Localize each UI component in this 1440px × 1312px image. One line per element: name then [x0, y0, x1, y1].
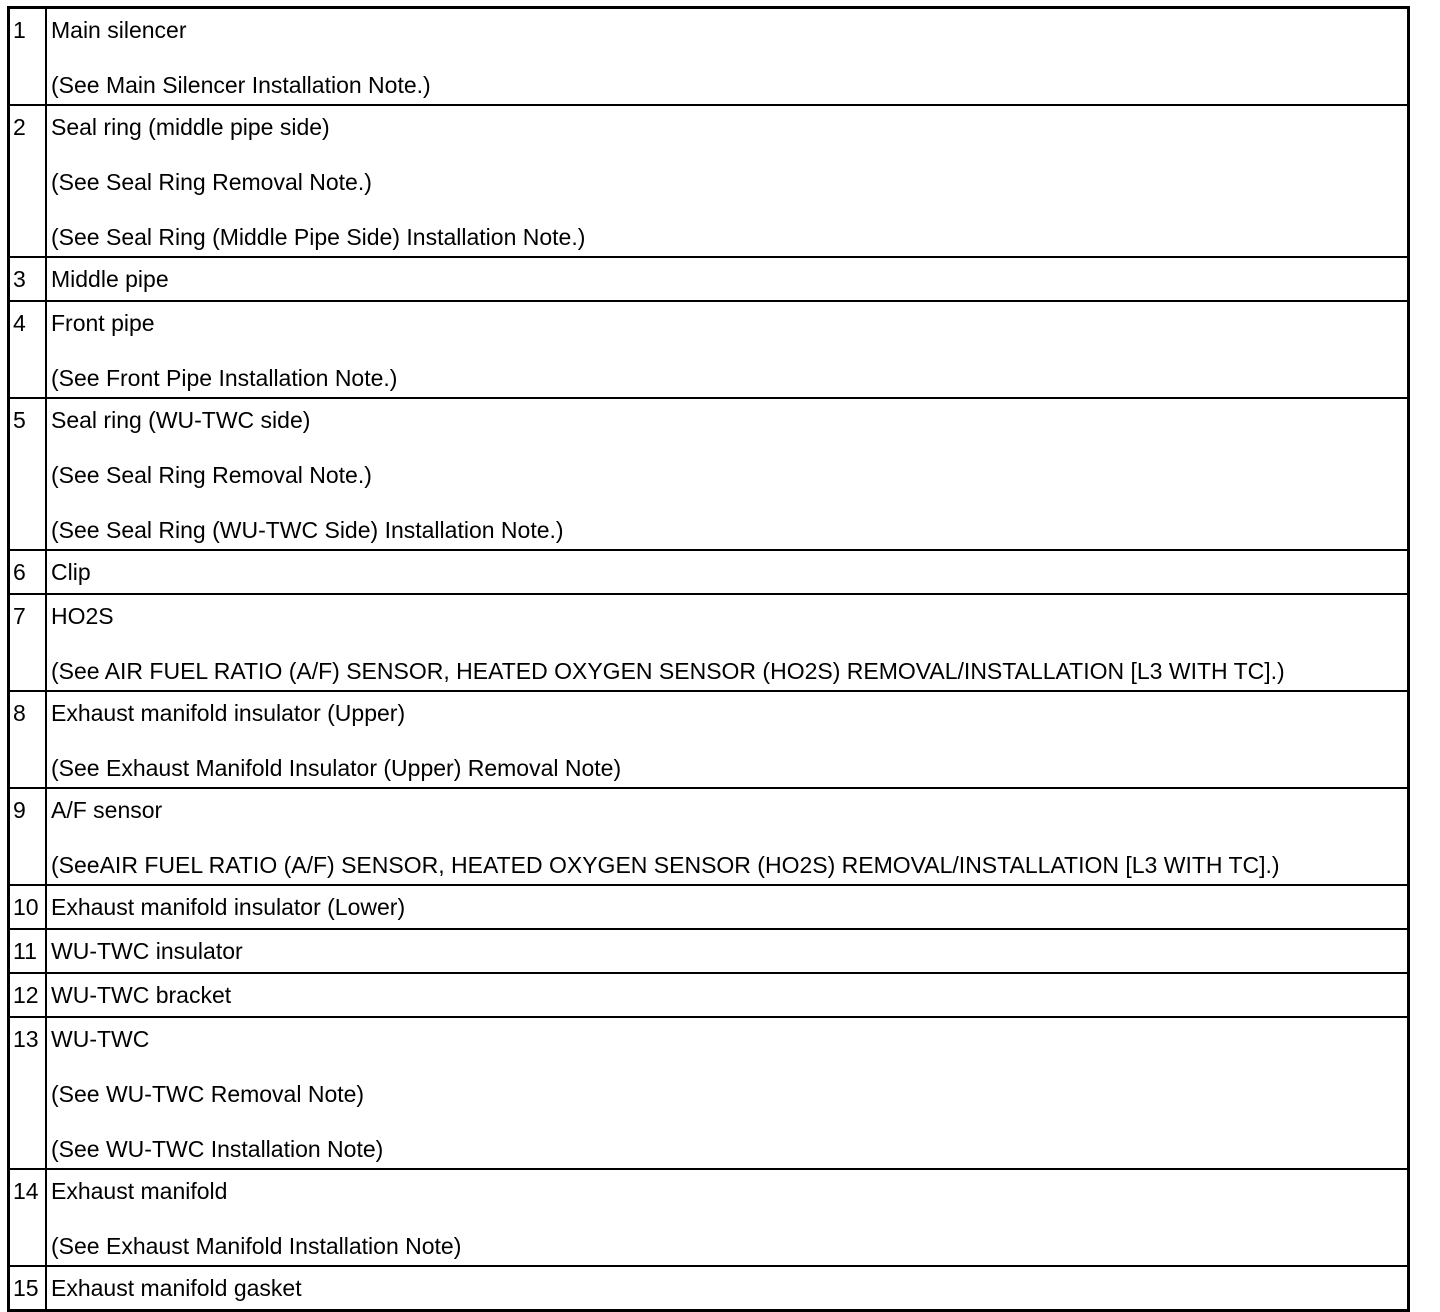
- part-number: 14: [13, 1178, 39, 1204]
- part-description-cell: [46, 398, 1409, 550]
- table-row: [9, 1266, 1409, 1311]
- part-description-cell: [46, 1017, 1409, 1169]
- part-number: 3: [13, 266, 26, 292]
- parts-table-body: [9, 8, 1409, 1311]
- part-description-cell: [46, 788, 1409, 885]
- table-row: [9, 929, 1409, 973]
- part-number-cell: [9, 550, 47, 594]
- part-name: Seal ring (WU-TWC side): [51, 407, 311, 433]
- table-row: [9, 973, 1409, 1017]
- part-note: (See Main Silencer Installation Note.): [51, 72, 431, 98]
- parts-table: [7, 6, 1410, 1312]
- table-row: [9, 1169, 1409, 1266]
- table-row: [9, 691, 1409, 788]
- part-number-cell: [9, 398, 47, 550]
- part-number: 2: [13, 114, 26, 140]
- part-number: 11: [13, 938, 37, 964]
- part-note: (See Seal Ring Removal Note.): [51, 169, 372, 195]
- part-note: (See AIR FUEL RATIO (A/F) SENSOR, HEATED OXYGEN SENSOR (HO2S) REMOVAL/INSTALLATION [L3 WITH TC].): [51, 658, 1285, 684]
- table-row: [9, 105, 1409, 257]
- part-number: 15: [13, 1275, 39, 1301]
- part-name: HO2S: [51, 603, 114, 629]
- part-number-cell: [9, 594, 47, 691]
- part-note: (See Exhaust Manifold Installation Note): [51, 1233, 462, 1259]
- part-description-cell: [46, 1169, 1409, 1266]
- part-number: 8: [13, 700, 26, 726]
- part-name: Front pipe: [51, 310, 155, 336]
- part-note: (See Exhaust Manifold Insulator (Upper) Removal Note): [51, 755, 622, 781]
- table-row: [9, 301, 1409, 398]
- part-number: 12: [13, 982, 39, 1008]
- part-description-cell: [46, 885, 1409, 929]
- part-number-cell: [9, 1266, 47, 1311]
- part-note: (See Seal Ring (Middle Pipe Side) Installation Note.): [51, 224, 586, 250]
- part-number: 10: [13, 894, 39, 920]
- part-name: Exhaust manifold gasket: [51, 1275, 302, 1301]
- table-row: [9, 788, 1409, 885]
- part-description-cell: [46, 691, 1409, 788]
- part-name: A/F sensor: [51, 797, 163, 823]
- part-number-cell: [9, 1169, 47, 1266]
- part-note: (See WU-TWC Removal Note): [51, 1081, 365, 1107]
- part-name: WU-TWC insulator: [51, 938, 243, 964]
- part-number: 7: [13, 603, 26, 629]
- part-number: 6: [13, 559, 26, 585]
- part-number-cell: [9, 8, 47, 106]
- part-number: 4: [13, 310, 26, 336]
- part-note: (See Seal Ring Removal Note.): [51, 462, 372, 488]
- part-number-cell: [9, 691, 47, 788]
- part-description-cell: [46, 973, 1409, 1017]
- part-description-cell: [46, 257, 1409, 301]
- part-number-cell: [9, 929, 47, 973]
- part-name: Exhaust manifold insulator (Upper): [51, 700, 406, 726]
- part-description-cell: [46, 301, 1409, 398]
- part-number-cell: [9, 788, 47, 885]
- table-row: [9, 885, 1409, 929]
- part-number: 13: [13, 1026, 39, 1052]
- part-note: (See WU-TWC Installation Note): [51, 1136, 384, 1162]
- part-name: Exhaust manifold insulator (Lower): [51, 894, 406, 920]
- part-name: WU-TWC bracket: [51, 982, 232, 1008]
- part-name: WU-TWC: [51, 1026, 150, 1052]
- part-number-cell: [9, 973, 47, 1017]
- part-number-cell: [9, 257, 47, 301]
- part-description-cell: [46, 105, 1409, 257]
- part-number: 5: [13, 407, 26, 433]
- part-number-cell: [9, 885, 47, 929]
- part-note: (See Front Pipe Installation Note.): [51, 365, 398, 391]
- part-description-cell: [46, 594, 1409, 691]
- part-description-cell: [46, 8, 1409, 106]
- part-description-cell: [46, 929, 1409, 973]
- part-number: 1: [13, 17, 26, 43]
- table-row: [9, 257, 1409, 301]
- part-number: 9: [13, 797, 26, 823]
- part-number-cell: [9, 1017, 47, 1169]
- part-number-cell: [9, 105, 47, 257]
- table-row: [9, 594, 1409, 691]
- table-row: [9, 398, 1409, 550]
- part-name: Middle pipe: [51, 266, 169, 292]
- part-number-cell: [9, 301, 47, 398]
- part-description-cell: [46, 1266, 1409, 1311]
- table-row: [9, 8, 1409, 106]
- part-name: Clip: [51, 559, 91, 585]
- part-name: Seal ring (middle pipe side): [51, 114, 330, 140]
- part-name: Main silencer: [51, 17, 187, 43]
- part-note: (See Seal Ring (WU-TWC Side) Installation Note.): [51, 517, 564, 543]
- table-row: [9, 550, 1409, 594]
- part-name: Exhaust manifold: [51, 1178, 228, 1204]
- part-description-cell: [46, 550, 1409, 594]
- table-row: [9, 1017, 1409, 1169]
- part-note: (SeeAIR FUEL RATIO (A/F) SENSOR, HEATED OXYGEN SENSOR (HO2S) REMOVAL/INSTALLATION [L3 WITH TC].): [51, 852, 1280, 878]
